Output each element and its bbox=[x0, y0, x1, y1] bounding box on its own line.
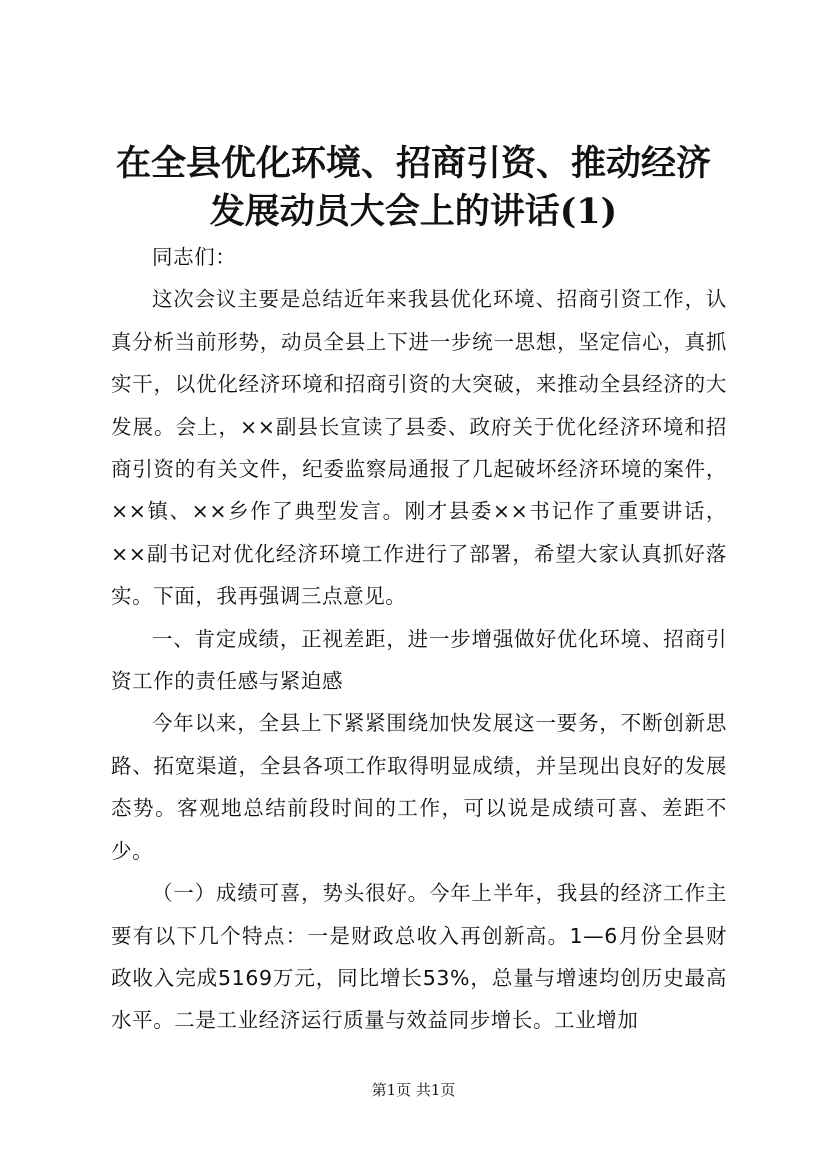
subsection-1-paragraph: （一）成绩可喜，势头很好。今年上半年，我县的经济工作主要有以下几个特点：一是财政总收入再创新高。1—6月份全县财政收入完成5169万元，同比增长53%，总量与增速均创历史最高水平。二是工业经济运行质量与效益同步增长。工业增加 bbox=[111, 881, 727, 1033]
intro-paragraph: 这次会议主要是总结近年来我县优化环境、招商引资工作，认真分析当前形势，动员全县上下进一步统一思想，坚定信心，真抓实干，以优化经济环境和招商引资的大突破，来推动全县经济的大发展。会上，××副县长宣读了县委、政府关于优化经济环境和招商引资的有关文件，纪委监察局通报了几起破坏经济环境的案件，××镇、××乡作了典型发言。刚才县委××书记作了重要讲话，××副书记对优化经济环境工作进行了部署，希望大家认真抓好落实。下面，我再强调三点意见。 bbox=[111, 287, 727, 609]
page-footer bbox=[0, 1080, 827, 1100]
document-body bbox=[111, 236, 727, 1042]
document-title: 在全县优化环境、招商引资、推动经济发展动员大会上的讲话(1) bbox=[115, 143, 711, 232]
section-heading-1: 一、肯定成绩，正视差距，进一步增强做好优化环境、招商引资工作的责任感与紧迫感 bbox=[111, 626, 727, 694]
section-1-paragraph: 今年以来，全县上下紧紧围绕加快发展这一要务，不断创新思路、拓宽渠道，全县各项工作取得明显成绩，并呈现出良好的发展态势。客观地总结前段时间的工作，可以说是成绩可喜、差距不少。 bbox=[111, 711, 727, 863]
salutation-paragraph: 同志们： bbox=[152, 245, 237, 269]
page-number-label: 第1页 共1页 bbox=[371, 1081, 456, 1099]
